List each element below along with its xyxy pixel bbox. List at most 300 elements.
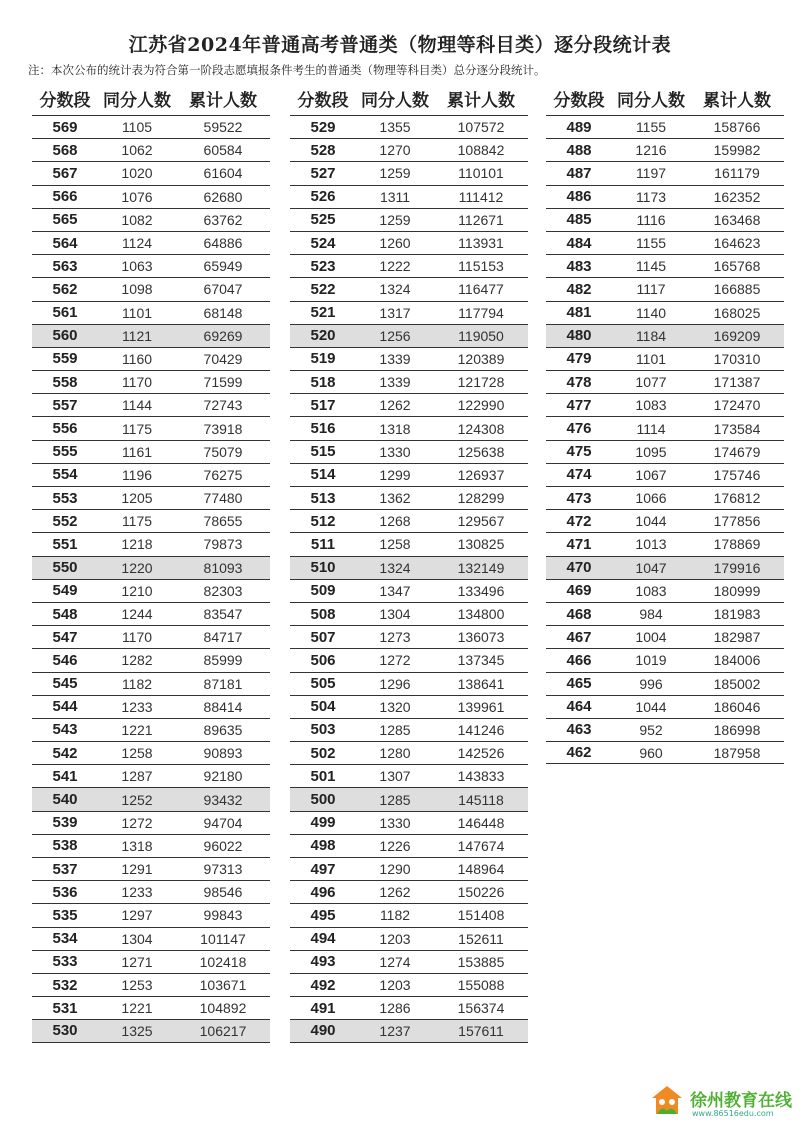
cumulative-cell: 115153 <box>458 258 504 275</box>
score-cell: 529 <box>310 118 336 136</box>
cumulative-cell: 90893 <box>203 745 243 762</box>
table-row <box>290 672 528 695</box>
score-cell: 464 <box>566 698 592 716</box>
same-count-cell: 1259 <box>379 211 411 228</box>
table-header <box>546 86 784 110</box>
same-count-cell: 1044 <box>635 698 667 715</box>
score-cell: 514 <box>310 466 336 484</box>
cumulative-cell: 111412 <box>458 188 504 205</box>
same-count-cell: 1013 <box>635 536 667 553</box>
same-count-cell: 1155 <box>635 235 667 252</box>
same-count-cell: 952 <box>639 721 663 738</box>
score-cell: 509 <box>310 582 336 600</box>
score-cell: 510 <box>310 559 336 577</box>
table-row <box>546 718 784 741</box>
header-cumulative: 累计人数 <box>447 90 515 111</box>
cumulative-cell: 69269 <box>203 327 243 344</box>
table-row <box>290 161 528 184</box>
same-count-cell: 1318 <box>379 420 411 437</box>
house-people-icon <box>650 1084 684 1118</box>
score-cell: 498 <box>310 837 336 855</box>
score-cell: 538 <box>52 837 78 855</box>
score-cell: 507 <box>310 628 336 646</box>
cumulative-cell: 88414 <box>203 698 243 715</box>
cumulative-cell: 151408 <box>457 907 505 924</box>
cumulative-cell: 186046 <box>713 698 761 715</box>
cumulative-cell: 81093 <box>203 559 243 576</box>
table-row <box>290 811 528 834</box>
same-count-cell: 1285 <box>379 791 411 808</box>
score-cell: 515 <box>310 443 336 461</box>
table-row <box>290 440 528 463</box>
same-count-cell: 1145 <box>635 258 667 275</box>
score-cell: 481 <box>566 304 592 322</box>
same-count-cell: 1272 <box>121 814 153 831</box>
same-count-cell: 1299 <box>379 466 411 483</box>
score-cell: 504 <box>310 698 336 716</box>
same-count-cell: 1047 <box>635 559 667 576</box>
table-row <box>290 393 528 416</box>
score-cell: 534 <box>52 930 78 948</box>
same-count-cell: 1253 <box>121 977 153 994</box>
table-row <box>546 277 784 300</box>
same-count-cell: 1260 <box>379 235 411 252</box>
same-count-cell: 1004 <box>635 629 667 646</box>
cumulative-cell: 121728 <box>457 374 505 391</box>
table-row <box>32 811 270 834</box>
table-row <box>290 787 528 810</box>
table-row <box>546 208 784 231</box>
cumulative-cell: 62680 <box>203 188 243 205</box>
same-count-cell: 1339 <box>379 350 411 367</box>
same-count-cell: 1066 <box>635 490 667 507</box>
score-cell: 468 <box>566 605 592 623</box>
table-row <box>32 347 270 370</box>
cumulative-cell: 130825 <box>457 536 505 553</box>
score-cell: 545 <box>52 675 78 693</box>
score-cell: 517 <box>310 396 336 414</box>
score-cell: 552 <box>52 512 78 530</box>
cumulative-cell: 97313 <box>203 861 243 878</box>
score-cell: 471 <box>566 535 592 553</box>
cumulative-cell: 148964 <box>457 861 505 878</box>
cumulative-cell: 120389 <box>457 350 505 367</box>
cumulative-cell: 99843 <box>203 907 243 924</box>
same-count-cell: 1220 <box>121 559 153 576</box>
score-cell: 569 <box>52 118 78 136</box>
same-count-cell: 1311 <box>379 188 411 205</box>
same-count-cell: 1083 <box>635 582 667 599</box>
cumulative-cell: 67047 <box>203 281 243 298</box>
cumulative-cell: 145118 <box>458 791 504 808</box>
score-cell: 551 <box>52 535 78 553</box>
score-cell: 479 <box>566 350 592 368</box>
score-cell: 562 <box>52 280 78 298</box>
same-count-cell: 1105 <box>121 119 153 136</box>
cumulative-cell: 142526 <box>457 745 505 762</box>
cumulative-cell: 92180 <box>203 768 243 785</box>
table-row <box>290 695 528 718</box>
same-count-cell: 1155 <box>635 119 667 136</box>
table-row <box>32 672 270 695</box>
table-row <box>546 648 784 671</box>
table-row <box>32 440 270 463</box>
table-row <box>546 347 784 370</box>
same-count-cell: 1304 <box>379 606 411 623</box>
table-row <box>546 161 784 184</box>
same-count-cell: 1274 <box>379 953 411 970</box>
same-count-cell: 1296 <box>379 675 411 692</box>
same-count-cell: 1019 <box>635 652 667 669</box>
same-count-cell: 1063 <box>121 258 153 275</box>
table-row <box>546 602 784 625</box>
table-column-2 <box>290 86 528 1043</box>
cumulative-cell: 68148 <box>203 304 243 321</box>
score-cell: 495 <box>310 906 336 924</box>
table-row <box>290 973 528 996</box>
table-row <box>546 231 784 254</box>
score-cell: 465 <box>566 675 592 693</box>
same-count-cell: 1272 <box>379 652 411 669</box>
table-column-3 <box>546 86 784 764</box>
cumulative-cell: 181983 <box>713 606 761 623</box>
score-cell: 477 <box>566 396 592 414</box>
score-cell: 513 <box>310 489 336 507</box>
table-row <box>290 301 528 324</box>
score-cell: 568 <box>52 141 78 159</box>
same-count-cell: 1062 <box>121 142 153 159</box>
cumulative-cell: 137345 <box>457 652 505 669</box>
cumulative-cell: 177856 <box>713 513 761 530</box>
score-cell: 501 <box>310 767 336 785</box>
table-row <box>32 1019 270 1042</box>
score-cell: 524 <box>310 234 336 252</box>
score-cell: 530 <box>52 1022 78 1040</box>
score-cell: 469 <box>566 582 592 600</box>
same-count-cell: 1020 <box>121 165 153 182</box>
cumulative-cell: 157611 <box>458 1022 504 1039</box>
score-cell: 518 <box>310 373 336 391</box>
score-cell: 512 <box>310 512 336 530</box>
cumulative-cell: 139961 <box>457 698 505 715</box>
table-row <box>546 370 784 393</box>
same-count-cell: 1325 <box>121 1022 153 1039</box>
table-row <box>32 370 270 393</box>
score-cell: 486 <box>566 188 592 206</box>
cumulative-cell: 60584 <box>203 142 243 159</box>
score-cell: 499 <box>310 814 336 832</box>
cumulative-cell: 59522 <box>203 119 243 136</box>
cumulative-cell: 76275 <box>203 466 243 483</box>
score-cell: 475 <box>566 443 592 461</box>
cumulative-cell: 186998 <box>713 721 761 738</box>
table-row <box>546 486 784 509</box>
same-count-cell: 1114 <box>636 420 666 437</box>
cumulative-cell: 179916 <box>713 559 761 576</box>
table-row <box>32 138 270 161</box>
cumulative-cell: 124308 <box>457 420 505 437</box>
watermark-logo <box>650 1084 795 1126</box>
score-cell: 536 <box>52 883 78 901</box>
same-count-cell: 1203 <box>379 930 411 947</box>
cumulative-cell: 185002 <box>713 675 761 692</box>
header-same-count: 同分人数 <box>361 90 429 111</box>
cumulative-cell: 101147 <box>200 930 246 947</box>
same-count-cell: 996 <box>639 675 663 692</box>
score-cell: 476 <box>566 420 592 438</box>
same-count-cell: 1244 <box>121 606 153 623</box>
table-row <box>32 254 270 277</box>
table-row <box>32 556 270 579</box>
same-count-cell: 1324 <box>379 281 411 298</box>
table-row <box>546 625 784 648</box>
table-row <box>290 927 528 950</box>
score-cell: 548 <box>52 605 78 623</box>
score-cell: 497 <box>310 860 336 878</box>
cumulative-cell: 107572 <box>457 119 505 136</box>
same-count-cell: 984 <box>639 606 663 623</box>
table-row <box>290 509 528 532</box>
table-row <box>32 532 270 555</box>
cumulative-cell: 147674 <box>457 837 505 854</box>
cumulative-cell: 108842 <box>457 142 505 159</box>
table-row <box>32 927 270 950</box>
table-row <box>290 602 528 625</box>
table-row <box>290 903 528 926</box>
same-count-cell: 1170 <box>121 374 153 391</box>
score-cell: 474 <box>566 466 592 484</box>
score-cell: 492 <box>310 976 336 994</box>
table-row <box>32 764 270 787</box>
cumulative-cell: 112671 <box>458 211 504 228</box>
same-count-cell: 1144 <box>121 397 153 414</box>
score-cell: 496 <box>310 883 336 901</box>
table-row <box>290 648 528 671</box>
page-title: 江苏省2024年普通高考普通类（物理等科目类）逐分段统计表 <box>128 34 672 56</box>
cumulative-cell: 161179 <box>714 165 760 182</box>
table-row <box>32 231 270 254</box>
same-count-cell: 1218 <box>121 536 153 553</box>
score-cell: 462 <box>566 744 592 762</box>
score-cell: 554 <box>52 466 78 484</box>
same-count-cell: 1280 <box>379 745 411 762</box>
table-row <box>290 486 528 509</box>
same-count-cell: 1161 <box>121 443 153 460</box>
table-row <box>290 277 528 300</box>
cumulative-cell: 162352 <box>713 188 761 205</box>
cumulative-cell: 134800 <box>457 606 505 623</box>
same-count-cell: 1117 <box>636 281 666 298</box>
table-row <box>290 764 528 787</box>
score-cell: 553 <box>52 489 78 507</box>
score-cell: 485 <box>566 211 592 229</box>
table-row <box>32 880 270 903</box>
score-cell: 537 <box>52 860 78 878</box>
table-row <box>32 185 270 208</box>
same-count-cell: 1221 <box>121 1000 153 1017</box>
table-row <box>32 509 270 532</box>
cumulative-cell: 169209 <box>713 327 761 344</box>
same-count-cell: 1221 <box>121 721 153 738</box>
score-cell: 506 <box>310 651 336 669</box>
table-row <box>32 324 270 347</box>
score-cell: 535 <box>52 906 78 924</box>
header-score: 分数段 <box>553 90 605 111</box>
cumulative-cell: 143833 <box>457 768 505 785</box>
score-cell: 500 <box>310 791 336 809</box>
score-cell: 558 <box>52 373 78 391</box>
table-row <box>32 996 270 1019</box>
cumulative-cell: 103671 <box>199 977 247 994</box>
same-count-cell: 1077 <box>635 374 667 391</box>
table-row <box>546 393 784 416</box>
table-row <box>32 301 270 324</box>
same-count-cell: 1273 <box>379 629 411 646</box>
same-count-cell: 1317 <box>379 304 411 321</box>
score-cell: 511 <box>310 535 336 553</box>
table-row <box>290 231 528 254</box>
score-cell: 531 <box>52 999 78 1017</box>
score-cell: 526 <box>310 188 336 206</box>
score-cell: 557 <box>52 396 78 414</box>
cumulative-cell: 65949 <box>203 258 243 275</box>
same-count-cell: 1082 <box>121 211 153 228</box>
table-row <box>32 718 270 741</box>
score-cell: 466 <box>566 651 592 669</box>
same-count-cell: 1362 <box>379 490 411 507</box>
cumulative-cell: 163468 <box>713 211 761 228</box>
cumulative-cell: 113931 <box>458 235 504 252</box>
table-row <box>290 579 528 602</box>
table-row <box>290 185 528 208</box>
table-row <box>32 625 270 648</box>
same-count-cell: 1095 <box>635 443 667 460</box>
same-count-cell: 1083 <box>635 397 667 414</box>
cumulative-cell: 73918 <box>203 420 243 437</box>
same-count-cell: 1216 <box>635 142 667 159</box>
cumulative-cell: 150226 <box>457 884 505 901</box>
same-count-cell: 1271 <box>121 953 153 970</box>
table-row <box>290 880 528 903</box>
cumulative-cell: 83547 <box>203 606 243 623</box>
table-row <box>32 903 270 926</box>
table-row <box>32 115 270 138</box>
cumulative-cell: 141246 <box>457 721 505 738</box>
score-cell: 528 <box>310 141 336 159</box>
cumulative-cell: 75079 <box>203 443 243 460</box>
cumulative-cell: 98546 <box>203 884 243 901</box>
table-column-1 <box>32 86 270 1043</box>
score-cell: 527 <box>310 164 336 182</box>
cumulative-cell: 159982 <box>713 142 761 159</box>
score-cell: 488 <box>566 141 592 159</box>
score-cell: 490 <box>310 1022 336 1040</box>
cumulative-cell: 187958 <box>713 744 761 761</box>
table-note: 注：本次公布的统计表为符合第一阶段志愿填报条件考生的普通类（物理等科目类）总分逐分段统计。 <box>28 63 546 77</box>
table-row <box>546 324 784 347</box>
score-cell: 482 <box>566 280 592 298</box>
same-count-cell: 1205 <box>121 490 153 507</box>
score-cell: 473 <box>566 489 592 507</box>
same-count-cell: 1258 <box>379 536 411 553</box>
cumulative-cell: 64886 <box>203 235 243 252</box>
score-cell: 547 <box>52 628 78 646</box>
table-row <box>32 463 270 486</box>
cumulative-cell: 171387 <box>713 374 761 391</box>
header-score: 分数段 <box>39 90 91 111</box>
score-cell: 550 <box>52 559 78 577</box>
header-score: 分数段 <box>297 90 349 111</box>
same-count-cell: 960 <box>639 744 663 761</box>
cumulative-cell: 174679 <box>713 443 761 460</box>
same-count-cell: 1307 <box>379 768 411 785</box>
score-cell: 563 <box>52 257 78 275</box>
table-row <box>290 463 528 486</box>
table-row <box>32 834 270 857</box>
same-count-cell: 1101 <box>121 304 153 321</box>
score-cell: 494 <box>310 930 336 948</box>
same-count-cell: 1268 <box>379 513 411 530</box>
score-cell: 546 <box>52 651 78 669</box>
table-row <box>290 532 528 555</box>
cumulative-cell: 132149 <box>457 559 505 576</box>
same-count-cell: 1256 <box>379 327 411 344</box>
same-count-cell: 1124 <box>121 235 153 252</box>
table-row <box>290 950 528 973</box>
cumulative-cell: 71599 <box>203 374 243 391</box>
same-count-cell: 1182 <box>121 675 153 692</box>
score-cell: 519 <box>310 350 336 368</box>
table-row <box>32 695 270 718</box>
score-cell: 561 <box>52 304 78 322</box>
cumulative-cell: 129567 <box>457 513 505 530</box>
same-count-cell: 1347 <box>379 582 411 599</box>
table-row <box>546 416 784 439</box>
table-row <box>290 1019 528 1042</box>
cumulative-cell: 178869 <box>713 536 761 553</box>
score-cell: 567 <box>52 164 78 182</box>
table-row <box>290 741 528 764</box>
score-cell: 556 <box>52 420 78 438</box>
score-cell: 564 <box>52 234 78 252</box>
same-count-cell: 1304 <box>121 930 153 947</box>
table-row <box>32 416 270 439</box>
table-row <box>290 208 528 231</box>
table-row <box>546 463 784 486</box>
cumulative-cell: 182987 <box>713 629 761 646</box>
table-row <box>546 254 784 277</box>
table-header <box>32 86 270 110</box>
same-count-cell: 1297 <box>121 907 153 924</box>
cumulative-cell: 78655 <box>203 513 243 530</box>
table-row <box>546 301 784 324</box>
same-count-cell: 1286 <box>379 1000 411 1017</box>
cumulative-cell: 102418 <box>199 953 247 970</box>
cumulative-cell: 158766 <box>713 119 761 136</box>
same-count-cell: 1324 <box>379 559 411 576</box>
table-row <box>32 648 270 671</box>
score-cell: 555 <box>52 443 78 461</box>
table-row <box>546 440 784 463</box>
cumulative-cell: 70429 <box>203 350 243 367</box>
table-row <box>290 718 528 741</box>
score-cell: 487 <box>566 164 592 182</box>
same-count-cell: 1067 <box>635 466 667 483</box>
score-cell: 502 <box>310 744 336 762</box>
header-cumulative: 累计人数 <box>703 90 771 111</box>
score-cell: 508 <box>310 605 336 623</box>
cumulative-cell: 84717 <box>203 629 243 646</box>
